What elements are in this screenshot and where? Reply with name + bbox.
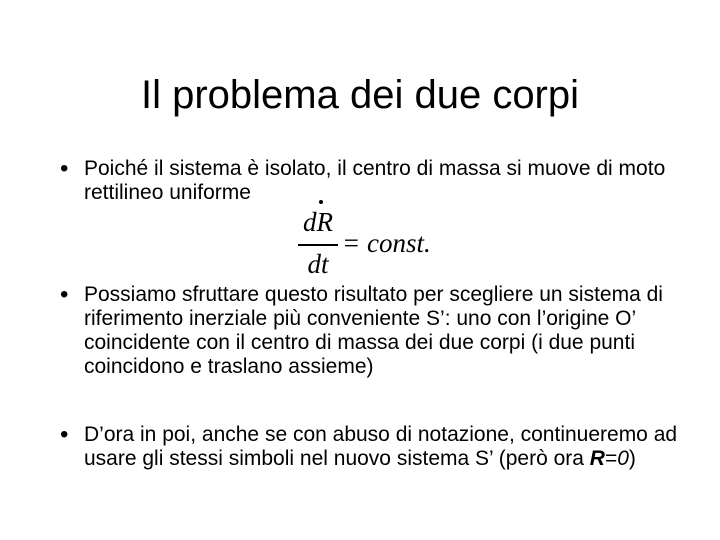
derivative-formula [296,198,456,282]
bullet-text-1: Poiché il sistema è isolato, il centro di massa si muove di moto rettilineo uniforme [84,157,666,204]
symbol-R: R [589,447,605,470]
fraction-bar [298,244,338,246]
equals-sign: = [604,447,618,470]
formula-rhs: = const. [342,228,431,258]
formula-numerator: dR [303,207,333,237]
bullet-marker: • [60,155,69,182]
bullet-text-3-suffix: ) [628,447,636,470]
bullet-text-2: Possiamo sfruttare questo risultato per scegliere un sistema di riferimento inerziale più conveniente S’: uno con l’origine O’ coincidente con il centro di massa dei due corpi (i due punti coincidono e traslano assieme) [84,283,663,378]
formula-denominator: dt [307,249,329,279]
bullet-text-3 [84,423,704,471]
bullet-marker: • [60,281,69,308]
zero-value: 0 [617,447,629,470]
bullet-text-3-prefix: D’ora in poi, anche se con abuso di notazione, continueremo ad usare gli stessi simboli nel nuovo sistema S’ (però ora [84,423,678,470]
slide-title: Il problema dei due corpi [140,73,580,117]
bullet-marker: • [60,421,69,448]
time-derivative-dot [319,200,323,204]
